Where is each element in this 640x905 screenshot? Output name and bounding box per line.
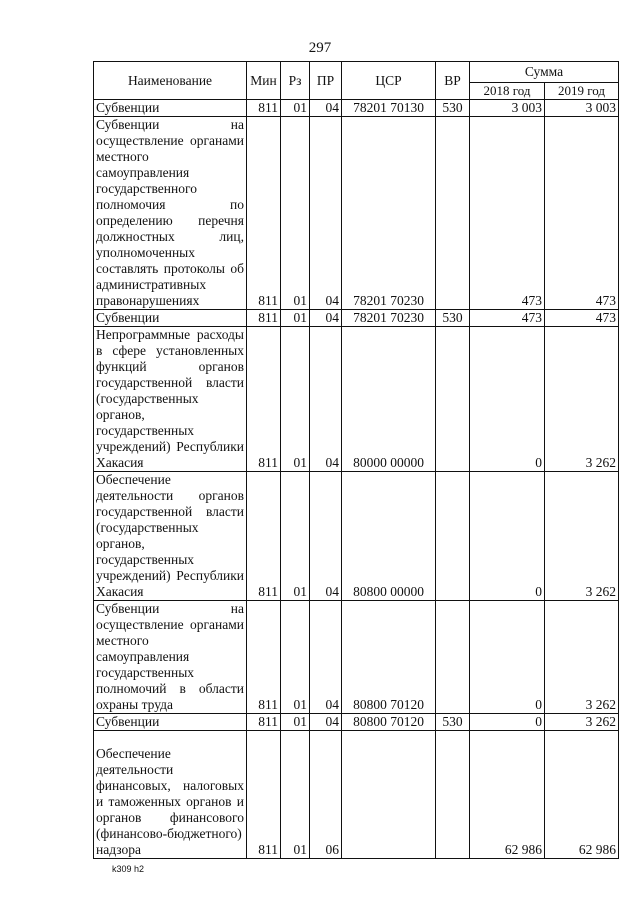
cell-pr: 04	[310, 100, 342, 117]
cell-min: 811	[247, 601, 281, 714]
header-name: Наименование	[94, 62, 247, 100]
cell-rz: 01	[281, 100, 310, 117]
cell-2018: 0	[470, 714, 545, 731]
cell-2018: 0	[470, 472, 545, 601]
table-row	[94, 472, 619, 601]
header-min: Мин	[247, 62, 281, 100]
header-csr: ЦСР	[342, 62, 436, 100]
cell-min: 811	[247, 472, 281, 601]
cell-2019: 3 003	[545, 100, 619, 117]
cell-vr	[436, 327, 470, 472]
cell-pr: 04	[310, 601, 342, 714]
cell-vr	[436, 472, 470, 601]
cell-2019: 3 262	[545, 601, 619, 714]
table-row	[94, 601, 619, 714]
cell-csr: 78201 70130	[342, 100, 436, 117]
cell-vr: 530	[436, 714, 470, 731]
header-year-2018: 2018 год	[470, 83, 545, 100]
cell-min: 811	[247, 731, 281, 859]
cell-csr: 80800 70120	[342, 714, 436, 731]
cell-2018: 3 003	[470, 100, 545, 117]
cell-rz: 01	[281, 472, 310, 601]
table-row	[94, 714, 619, 731]
cell-2018: 0	[470, 601, 545, 714]
footer-code: k309 h2	[112, 864, 145, 874]
budget-table	[93, 61, 619, 859]
cell-pr: 04	[310, 117, 342, 310]
cell-pr: 06	[310, 731, 342, 859]
cell-2019: 473	[545, 310, 619, 327]
cell-2019: 3 262	[545, 714, 619, 731]
cell-2019: 62 986	[545, 731, 619, 859]
cell-csr: 80000 00000	[342, 327, 436, 472]
header-sum: Сумма	[470, 62, 619, 83]
page-number: 297	[308, 40, 332, 56]
table-row	[94, 100, 619, 117]
cell-vr	[436, 731, 470, 859]
cell-pr: 04	[310, 310, 342, 327]
cell-name: Субвенции на осуществление органами местного самоуправления государственных полномочий в области охраны труда	[94, 601, 247, 714]
cell-2019: 3 262	[545, 327, 619, 472]
cell-name: Обеспечение деятельности финансовых, налоговых и таможенных органов и органов финансового (финансово-бюджетного) надзора	[94, 731, 247, 859]
cell-name: Обеспечение деятельности органов государственной власти (государственных органов, государственных учреждений) Республики Хакасия	[94, 472, 247, 601]
cell-2018: 473	[470, 117, 545, 310]
cell-rz: 01	[281, 117, 310, 310]
cell-name: Субвенции	[94, 100, 247, 117]
table-row	[94, 117, 619, 310]
cell-2018: 0	[470, 327, 545, 472]
header-rz: Рз	[281, 62, 310, 100]
cell-min: 811	[247, 310, 281, 327]
cell-pr: 04	[310, 714, 342, 731]
cell-min: 811	[247, 100, 281, 117]
cell-rz: 01	[281, 601, 310, 714]
cell-min: 811	[247, 117, 281, 310]
cell-name: Непрограммные расходы в сфере установленных функций органов государственной власти (государственных органов, государственных учреждений) Республики Хакасия	[94, 327, 247, 472]
cell-rz: 01	[281, 327, 310, 472]
cell-name: Субвенции	[94, 714, 247, 731]
cell-min: 811	[247, 714, 281, 731]
cell-csr: 78201 70230	[342, 310, 436, 327]
cell-vr	[436, 601, 470, 714]
cell-2019: 3 262	[545, 472, 619, 601]
cell-min: 811	[247, 327, 281, 472]
cell-name: Субвенции на осуществление органами местного самоуправления государственного полномочия по определению перечня должностных лиц, уполномоченных составлять протоколы об административных правонарушениях	[94, 117, 247, 310]
header-pr: ПР	[310, 62, 342, 100]
header-vr: ВР	[436, 62, 470, 100]
table-row	[94, 327, 619, 472]
cell-pr: 04	[310, 327, 342, 472]
cell-rz: 01	[281, 310, 310, 327]
cell-csr	[342, 731, 436, 859]
cell-2018: 62 986	[470, 731, 545, 859]
cell-csr: 78201 70230	[342, 117, 436, 310]
cell-vr: 530	[436, 100, 470, 117]
table-row	[94, 731, 619, 859]
cell-rz: 01	[281, 731, 310, 859]
cell-csr: 80800 00000	[342, 472, 436, 601]
cell-csr: 80800 70120	[342, 601, 436, 714]
cell-name: Субвенции	[94, 310, 247, 327]
cell-vr: 530	[436, 310, 470, 327]
cell-vr	[436, 117, 470, 310]
cell-rz: 01	[281, 714, 310, 731]
table-row	[94, 310, 619, 327]
cell-2018: 473	[470, 310, 545, 327]
cell-pr: 04	[310, 472, 342, 601]
header-year-2019: 2019 год	[545, 83, 619, 100]
cell-2019: 473	[545, 117, 619, 310]
